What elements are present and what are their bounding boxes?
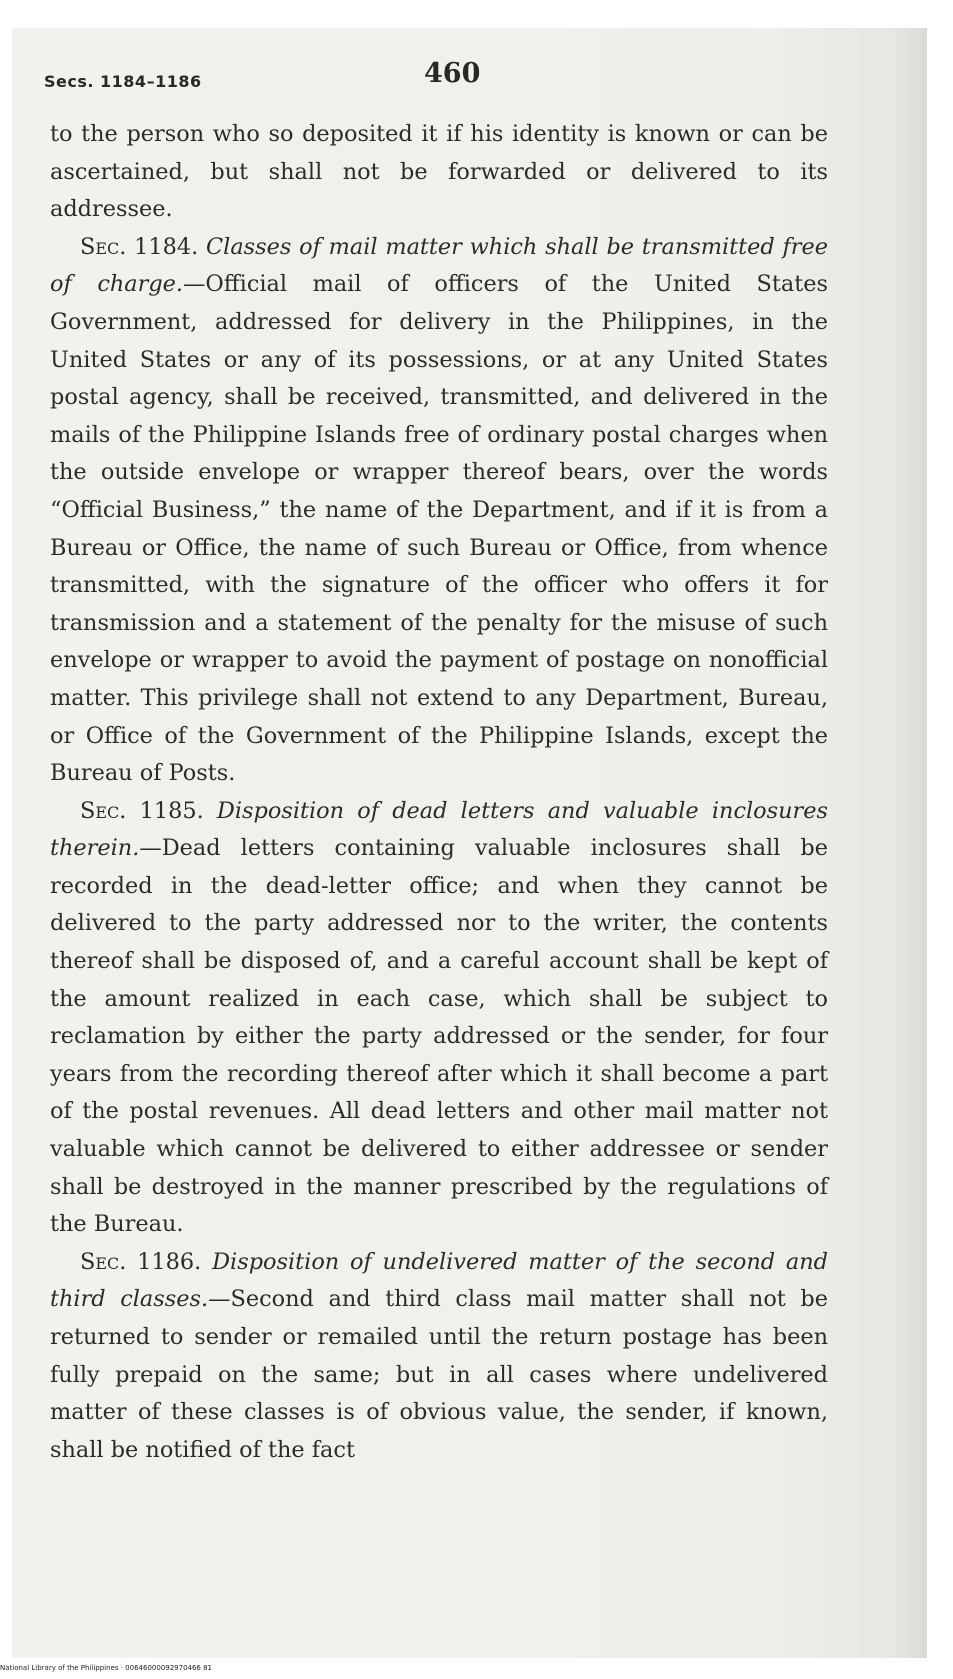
section-label: Sec. (80, 233, 127, 260)
running-head (44, 58, 824, 98)
section-1186 (50, 1244, 828, 1470)
section-label: Sec. (80, 797, 127, 824)
section-1184 (50, 229, 828, 793)
section-text: —Second and third class mail matter shall not be returned to sender or remailed until the return postage has been fully prepaid on the same; but in all cases where undelivered matter of these classes is of obvious value, the sender, if known, shall be notified of the fact (50, 1286, 828, 1463)
section-range: Secs. 1184–1186 (44, 72, 202, 91)
section-caption: Classes of mail matter which shall be transmitted free of charge. (50, 233, 828, 298)
section-text: —Official mail of officers of the United States Government, addressed for delivery in the Philippines, in the United States or any of its possessions, or at any United States postal agency, shall be received, transmitted, and delivered in the mails of the Philippine Islands free of ordinary postal charges when the outside envelope or wrapper thereof bears, over the words “Official Business,” the name of the Department, and if it is from a Bureau or Office, the name of such Bureau or Office, from whence transmitted, with the signature of the officer who offers it for transmission and a statement of the penalty for the misuse of such envelope or wrapper to avoid the payment of postage on nonofficial matter. This privilege shall not extend to any Department, Bureau, or Office of the Government of the Philippine Islands, except the Bureau of Posts. (50, 271, 828, 787)
page-number: 460 (424, 58, 481, 89)
section-number: 1186. (137, 1248, 202, 1275)
section-caption: Disposition of dead letters and valuable inclosures therein. (50, 797, 828, 862)
section-number: 1184. (134, 233, 199, 260)
section-number: 1185. (139, 797, 204, 824)
section-caption: Disposition of undelivered matter of the second and third classes. (50, 1248, 828, 1313)
section-label: Sec. (80, 1248, 127, 1275)
section-1185 (50, 793, 828, 1244)
continuation-paragraph: to the person who so deposited it if his identity is known or can be ascertained, but shall not be forwarded or delivered to its addressee. (50, 121, 828, 223)
body-text (50, 116, 828, 1469)
footer-credit: National Library of the Philippines · 00646000092970466 81 (0, 1664, 213, 1672)
section-text: —Dead letters containing valuable inclosures shall be recorded in the dead-letter office; and when they cannot be delivered to the party addressed nor to the writer, the contents thereof shall be disposed of, and a careful account shall be kept of the amount realized in each case, which shall be subject to reclamation by either the party addressed or the sender, for four years from the recording thereof after which it shall become a part of the postal revenues. All dead letters and other mail matter not valuable which cannot be delivered to either addressee or sender shall be destroyed in the manner prescribed by the regulations of the Bureau. (50, 835, 828, 1238)
